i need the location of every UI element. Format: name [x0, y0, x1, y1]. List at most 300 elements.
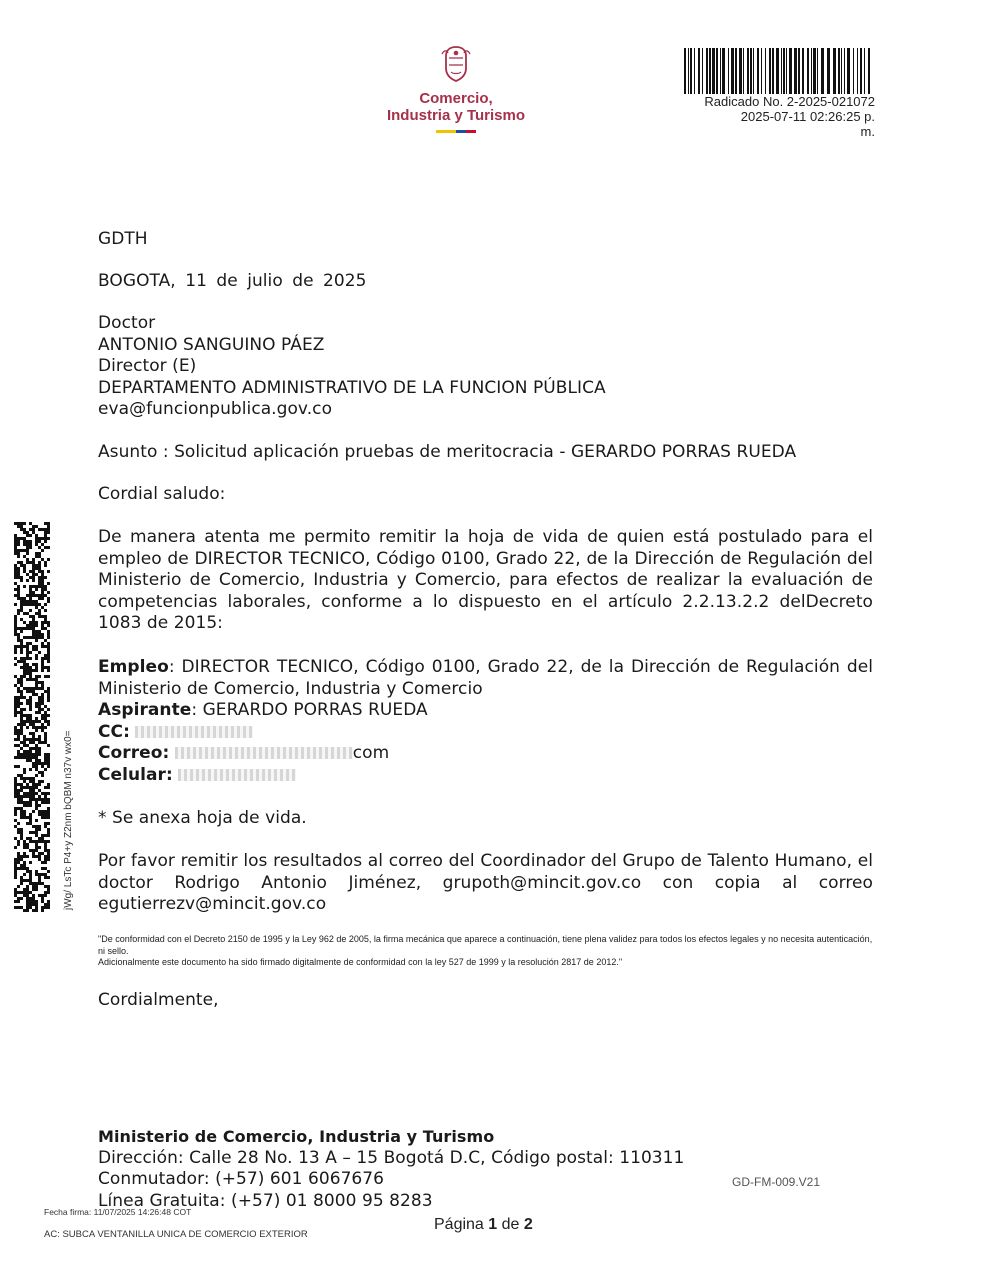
qr-module	[14, 870, 17, 873]
qr-module	[26, 663, 29, 666]
qr-module	[26, 783, 29, 786]
qr-module	[26, 756, 29, 759]
qr-module	[38, 561, 41, 564]
barcode-bar	[739, 48, 742, 94]
qr-module	[44, 657, 47, 660]
qr-module	[41, 741, 44, 744]
qr-module	[23, 846, 26, 849]
qr-module	[29, 906, 32, 909]
qr-module	[26, 627, 29, 630]
cc-label: CC	[98, 721, 124, 742]
qr-module	[41, 627, 44, 630]
qr-module	[38, 615, 41, 618]
qr-module	[26, 642, 29, 645]
qr-module	[20, 717, 23, 720]
qr-module	[41, 558, 44, 561]
qr-module	[35, 624, 38, 627]
qr-module	[41, 708, 44, 711]
qr-module	[20, 810, 23, 813]
qr-module	[35, 774, 38, 777]
qr-module	[14, 819, 17, 822]
qr-module	[47, 696, 50, 699]
qr-module	[23, 627, 26, 630]
qr-module	[44, 576, 47, 579]
barcode-bar	[684, 48, 686, 94]
qr-module	[38, 567, 41, 570]
qr-module	[17, 711, 20, 714]
qr-module	[41, 810, 44, 813]
qr-module	[29, 795, 32, 798]
qr-module	[17, 801, 20, 804]
qr-module	[17, 750, 20, 753]
qr-module	[14, 696, 17, 699]
qr-module	[14, 570, 17, 573]
qr-module	[14, 543, 17, 546]
qr-module	[47, 723, 50, 726]
qr-module	[26, 549, 29, 552]
qr-module	[35, 537, 38, 540]
barcode-bar	[743, 48, 744, 94]
qr-module	[47, 636, 50, 639]
qr-module	[38, 546, 41, 549]
qr-module	[32, 849, 35, 852]
barcode-bar	[716, 48, 718, 94]
qr-module	[38, 675, 41, 678]
qr-module	[29, 642, 32, 645]
qr-module	[38, 564, 41, 567]
qr-module	[29, 657, 32, 660]
barcode-bar	[853, 48, 854, 94]
qr-module	[29, 603, 32, 606]
qr-module	[47, 591, 50, 594]
qr-module	[29, 780, 32, 783]
qr-module	[14, 732, 17, 735]
qr-module	[20, 528, 23, 531]
qr-module	[35, 888, 38, 891]
qr-module	[26, 786, 29, 789]
qr-module	[29, 522, 32, 525]
qr-module	[44, 753, 47, 756]
qr-module	[17, 588, 20, 591]
qr-module	[23, 555, 26, 558]
qr-module	[47, 840, 50, 843]
qr-module	[14, 714, 17, 717]
qr-module	[32, 732, 35, 735]
qr-module	[14, 891, 17, 894]
qr-module	[35, 873, 38, 876]
qr-module	[35, 534, 38, 537]
qr-module	[32, 741, 35, 744]
qr-module	[26, 837, 29, 840]
qr-module	[32, 786, 35, 789]
qr-module	[26, 885, 29, 888]
qr-module	[44, 717, 47, 720]
qr-module	[47, 690, 50, 693]
qr-module	[32, 615, 35, 618]
qr-module	[26, 543, 29, 546]
qr-module	[47, 783, 50, 786]
qr-module	[47, 765, 50, 768]
footer-block	[98, 1126, 798, 1212]
qr-module	[44, 540, 47, 543]
barcode-bar	[857, 48, 858, 94]
qr-module	[23, 564, 26, 567]
qr-module	[32, 762, 35, 765]
qr-module	[44, 531, 47, 534]
qr-module	[17, 900, 20, 903]
qr-module	[17, 798, 20, 801]
qr-module	[44, 654, 47, 657]
qr-module	[32, 645, 35, 648]
footer-switchboard: Conmutador: (+57) 601 6067676	[98, 1169, 385, 1189]
qr-module	[47, 798, 50, 801]
qr-module	[17, 690, 20, 693]
qr-module	[41, 771, 44, 774]
qr-module	[14, 729, 17, 732]
qr-module	[41, 642, 44, 645]
qr-module	[41, 549, 44, 552]
qr-module	[23, 768, 26, 771]
qr-module	[35, 726, 38, 729]
qr-module	[29, 897, 32, 900]
qr-module	[47, 849, 50, 852]
qr-module	[20, 867, 23, 870]
qr-module	[47, 828, 50, 831]
qr-module	[14, 621, 17, 624]
barcode-bar	[794, 48, 797, 94]
qr-module	[47, 600, 50, 603]
qr-module	[26, 804, 29, 807]
qr-module	[41, 669, 44, 672]
qr-module	[44, 603, 47, 606]
qr-module	[38, 612, 41, 615]
qr-module	[38, 762, 41, 765]
qr-module	[26, 777, 29, 780]
qr-module	[20, 642, 23, 645]
qr-module	[29, 546, 32, 549]
qr-module	[38, 537, 41, 540]
qr-module	[26, 816, 29, 819]
qr-module	[26, 540, 29, 543]
qr-module	[20, 681, 23, 684]
qr-module	[20, 777, 23, 780]
qr-module	[26, 687, 29, 690]
qr-module	[41, 576, 44, 579]
qr-module	[17, 705, 20, 708]
qr-module	[20, 600, 23, 603]
qr-module	[20, 630, 23, 633]
qr-module	[38, 585, 41, 588]
qr-module	[23, 540, 26, 543]
qr-module	[41, 684, 44, 687]
qr-module	[26, 561, 29, 564]
qr-module	[38, 894, 41, 897]
qr-module	[44, 645, 47, 648]
qr-module	[26, 867, 29, 870]
qr-module	[41, 765, 44, 768]
qr-module	[44, 867, 47, 870]
qr-module	[38, 582, 41, 585]
qr-module	[32, 723, 35, 726]
barcode-bar	[757, 48, 759, 94]
qr-module	[35, 630, 38, 633]
qr-module	[26, 612, 29, 615]
barcode-bar	[712, 48, 715, 94]
qr-module	[38, 810, 41, 813]
qr-module	[38, 789, 41, 792]
qr-module	[14, 705, 17, 708]
qr-module	[14, 624, 17, 627]
qr-module	[29, 801, 32, 804]
qr-module	[29, 873, 32, 876]
flag-stripe	[436, 130, 476, 133]
qr-module	[29, 717, 32, 720]
qr-module	[41, 726, 44, 729]
qr-module	[20, 690, 23, 693]
detail-correo: Correo: com	[98, 743, 390, 763]
qr-module	[17, 744, 20, 747]
qr-module	[14, 567, 17, 570]
cc-redacted	[135, 726, 253, 738]
qr-module	[29, 636, 32, 639]
qr-module	[47, 669, 50, 672]
qr-module	[23, 891, 26, 894]
correo-visible: com	[352, 743, 390, 763]
details-block	[98, 657, 873, 786]
barcode-bar	[702, 48, 703, 94]
qr-module	[26, 795, 29, 798]
qr-module	[32, 777, 35, 780]
qr-module	[35, 603, 38, 606]
qr-module	[14, 711, 17, 714]
qr-module	[14, 702, 17, 705]
qr-module	[35, 711, 38, 714]
qr-module	[35, 663, 38, 666]
qr-module	[23, 735, 26, 738]
qr-module	[14, 756, 17, 759]
qr-module	[26, 603, 29, 606]
qr-module	[35, 669, 38, 672]
qr-module	[29, 591, 32, 594]
qr-module	[14, 699, 17, 702]
qr-module	[38, 747, 41, 750]
qr-module	[29, 876, 32, 879]
qr-module	[14, 594, 17, 597]
qr-module	[29, 813, 32, 816]
qr-module	[17, 855, 20, 858]
qr-module	[41, 663, 44, 666]
qr-module	[29, 819, 32, 822]
qr-module	[20, 891, 23, 894]
qr-module	[32, 531, 35, 534]
qr-module	[20, 576, 23, 579]
qr-module	[23, 660, 26, 663]
qr-module	[23, 696, 26, 699]
qr-module	[35, 792, 38, 795]
qr-module	[20, 837, 23, 840]
qr-module	[14, 522, 17, 525]
qr-module	[29, 879, 32, 882]
qr-module	[17, 561, 20, 564]
qr-module	[38, 603, 41, 606]
qr-module	[35, 819, 38, 822]
barcode-bar	[781, 48, 782, 94]
qr-module	[35, 783, 38, 786]
qr-module	[38, 633, 41, 636]
qr-module	[41, 840, 44, 843]
qr-module	[29, 723, 32, 726]
qr-module	[23, 708, 26, 711]
qr-module	[35, 849, 38, 852]
barcode	[684, 48, 874, 96]
qr-module	[26, 546, 29, 549]
qr-module	[47, 657, 50, 660]
qr-module	[26, 894, 29, 897]
qr-module	[44, 840, 47, 843]
qr-module	[26, 909, 29, 912]
qr-module	[23, 645, 26, 648]
qr-module	[26, 897, 29, 900]
qr-module	[20, 747, 23, 750]
qr-module	[47, 597, 50, 600]
qr-module	[17, 783, 20, 786]
qr-module	[35, 759, 38, 762]
qr-module	[26, 657, 29, 660]
recipient-entity: DEPARTAMENTO ADMINISTRATIVO DE LA FUNCION PÚBLICA	[98, 377, 606, 398]
qr-module	[32, 564, 35, 567]
coat-of-arms-icon	[438, 44, 474, 84]
side-hash-text: jWg/ LsTc P4+y Z2nm bQBM n37v wx0=	[63, 730, 74, 910]
qr-module	[32, 753, 35, 756]
qr-module	[32, 528, 35, 531]
qr-module	[29, 585, 32, 588]
qr-module	[23, 585, 26, 588]
qr-module	[41, 861, 44, 864]
qr-module	[44, 855, 47, 858]
qr-module	[14, 780, 17, 783]
qr-module	[29, 588, 32, 591]
qr-module	[29, 831, 32, 834]
qr-module	[38, 540, 41, 543]
qr-module	[35, 729, 38, 732]
qr-module	[26, 678, 29, 681]
qr-module	[29, 534, 32, 537]
qr-module	[26, 702, 29, 705]
qr-module	[35, 600, 38, 603]
qr-module	[20, 855, 23, 858]
qr-module	[14, 900, 17, 903]
qr-module	[38, 804, 41, 807]
qr-module	[47, 525, 50, 528]
qr-module	[14, 645, 17, 648]
qr-module	[35, 687, 38, 690]
qr-module	[41, 873, 44, 876]
qr-module	[35, 909, 38, 912]
qr-module	[14, 792, 17, 795]
barcode-bar	[868, 48, 870, 94]
qr-module	[20, 627, 23, 630]
qr-module	[32, 840, 35, 843]
qr-module	[17, 537, 20, 540]
qr-module	[47, 531, 50, 534]
qr-module	[23, 612, 26, 615]
qr-module	[35, 882, 38, 885]
qr-module	[14, 894, 17, 897]
qr-module	[44, 792, 47, 795]
qr-module	[35, 543, 38, 546]
qr-module	[35, 870, 38, 873]
qr-module	[20, 651, 23, 654]
qr-module	[20, 897, 23, 900]
qr-module	[26, 699, 29, 702]
barcode-bar	[821, 48, 824, 94]
qr-module	[29, 714, 32, 717]
page-of: de	[501, 1216, 520, 1233]
barcode-bar	[776, 48, 779, 94]
qr-module	[47, 699, 50, 702]
qr-module	[32, 798, 35, 801]
qr-module	[41, 801, 44, 804]
qr-module	[23, 753, 26, 756]
qr-module	[23, 864, 26, 867]
qr-module	[29, 861, 32, 864]
qr-module	[35, 840, 38, 843]
qr-module	[38, 579, 41, 582]
qr-module	[35, 702, 38, 705]
qr-module	[26, 636, 29, 639]
qr-module	[14, 534, 17, 537]
qr-module	[47, 822, 50, 825]
qr-module	[41, 717, 44, 720]
qr-module	[26, 654, 29, 657]
qr-module	[32, 810, 35, 813]
qr-module	[38, 780, 41, 783]
qr-module	[17, 891, 20, 894]
qr-module	[26, 600, 29, 603]
qr-module	[41, 867, 44, 870]
qr-module	[32, 909, 35, 912]
footer-address: Dirección: Calle 28 No. 13 A – 15 Bogotá D.C, Código postal: 110311	[98, 1147, 685, 1168]
qr-module	[35, 855, 38, 858]
barcode-bar	[750, 48, 752, 94]
qr-module	[14, 789, 17, 792]
qr-module	[20, 714, 23, 717]
qr-module	[23, 873, 26, 876]
qr-module	[41, 792, 44, 795]
annex-note: * Se anexa hoja de vida.	[98, 808, 307, 828]
qr-module	[17, 828, 20, 831]
qr-module	[41, 798, 44, 801]
qr-module	[38, 840, 41, 843]
qr-module	[38, 873, 41, 876]
qr-module	[47, 810, 50, 813]
celular-redacted	[178, 769, 296, 781]
footer-ministry: Ministerio de Comercio, Industria y Turismo	[98, 1127, 495, 1146]
qr-module	[26, 792, 29, 795]
qr-module	[17, 858, 20, 861]
qr-module	[14, 603, 17, 606]
qr-module	[14, 618, 17, 621]
qr-module	[47, 651, 50, 654]
qr-module	[38, 630, 41, 633]
qr-module	[17, 792, 20, 795]
qr-module	[35, 834, 38, 837]
qr-module	[20, 834, 23, 837]
qr-module	[38, 528, 41, 531]
qr-module	[35, 762, 38, 765]
qr-module	[20, 720, 23, 723]
qr-module	[47, 675, 50, 678]
